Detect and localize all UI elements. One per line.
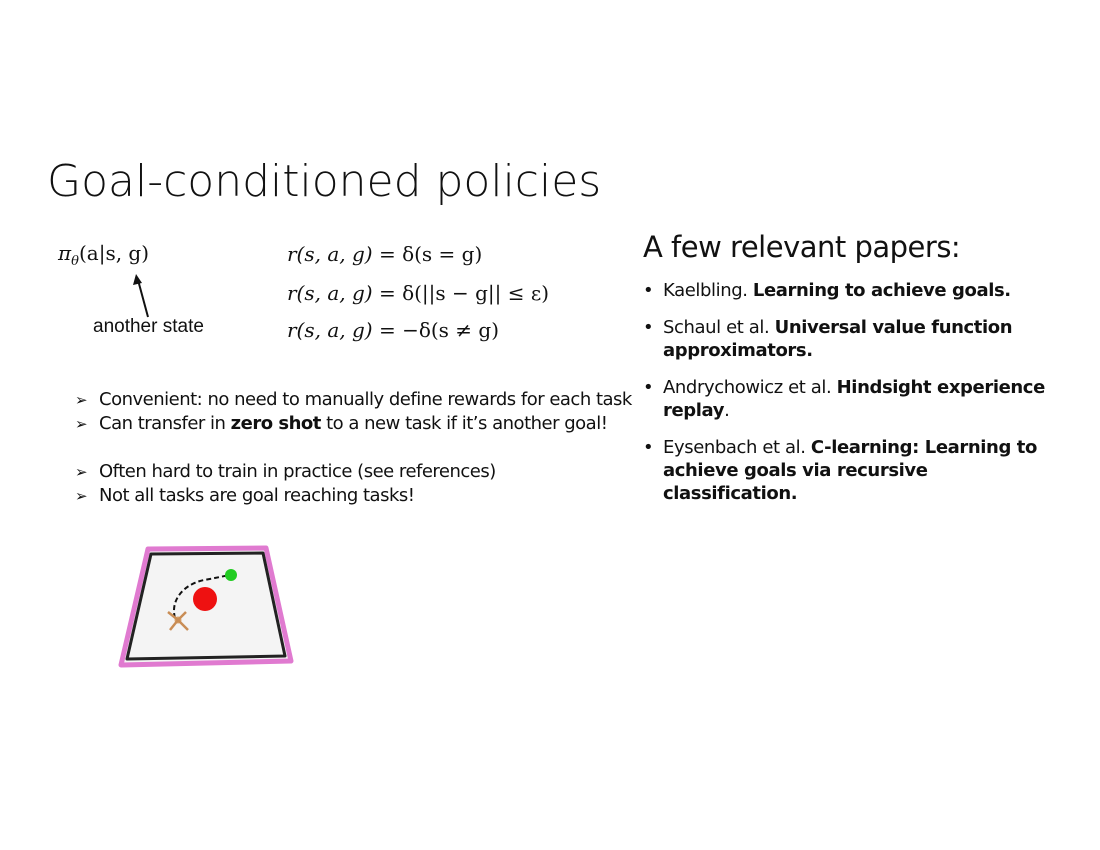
ant-arena-illustration — [118, 544, 294, 668]
paper-item — [643, 279, 1063, 302]
cons-list — [75, 460, 496, 508]
policy-args: (a|s, g) — [78, 241, 150, 265]
paper-title: Learning to achieve goals. — [752, 280, 1011, 301]
paper-author: Andrychowicz et al. — [663, 377, 837, 398]
eq-rhs: = δ(s = g) — [378, 242, 483, 266]
bullet-text-post: to a new task if it’s another goal! — [320, 413, 608, 434]
annotation-label: another state — [93, 316, 204, 337]
reward-equation-2 — [287, 281, 549, 305]
arrow-bullet-icon: ➢ — [75, 415, 88, 433]
pointer-arrow-icon — [128, 272, 152, 320]
policy-notation — [58, 241, 149, 269]
arrow-bullet-icon: ➢ — [75, 487, 88, 505]
papers-heading: A few relevant papers: — [643, 230, 961, 264]
bullet-dot-icon: • — [643, 317, 654, 338]
pros-list — [75, 388, 632, 436]
list-item — [75, 460, 496, 484]
paper-item — [643, 436, 1063, 505]
paper-title: Universal value function approximators. — [663, 317, 1013, 361]
arrow-bullet-icon: ➢ — [75, 463, 88, 481]
slide-title: Goal-conditioned policies — [47, 156, 602, 207]
obstacle-disc — [193, 587, 217, 611]
paper-title: Hindsight experience replay — [663, 377, 1045, 421]
eq-rhs: = δ(||s − g|| ≤ ε) — [378, 281, 550, 305]
reward-equation-3 — [287, 318, 499, 342]
paper-item — [643, 316, 1063, 362]
paper-item — [643, 376, 1063, 422]
bullet-text: Convenient: no need to manually define rewards for each task — [99, 389, 632, 410]
bullet-text: Often hard to train in practice (see references) — [99, 461, 496, 482]
list-item — [75, 388, 632, 412]
policy-symbol: π — [58, 241, 72, 265]
bullet-dot-icon: • — [643, 377, 654, 398]
bullet-dot-icon: • — [643, 280, 654, 301]
eq-rhs: = −δ(s ≠ g) — [378, 318, 500, 342]
reward-equation-1 — [287, 242, 482, 266]
eq-lhs: r(s, a, g) — [287, 242, 373, 266]
list-item — [75, 484, 496, 508]
bullet-text-bold: zero shot — [230, 413, 321, 434]
paper-author: Eysenbach et al. — [663, 437, 811, 458]
paper-tail: . — [724, 400, 730, 421]
bullet-text-pre: Can transfer in — [99, 413, 231, 434]
papers-list — [643, 279, 1063, 519]
paper-title: C-learning: Learning to achieve goals via recursive classification. — [663, 437, 1037, 504]
list-item — [75, 412, 632, 436]
bullet-dot-icon: • — [643, 437, 654, 458]
goal-marker — [225, 569, 237, 581]
bullet-text: Not all tasks are goal reaching tasks! — [99, 485, 415, 506]
eq-lhs: r(s, a, g) — [287, 281, 373, 305]
policy-subscript: θ — [71, 254, 79, 269]
eq-lhs: r(s, a, g) — [287, 318, 373, 342]
arrow-bullet-icon: ➢ — [75, 391, 88, 409]
paper-author: Schaul et al. — [663, 317, 775, 338]
paper-author: Kaelbling. — [663, 280, 753, 301]
